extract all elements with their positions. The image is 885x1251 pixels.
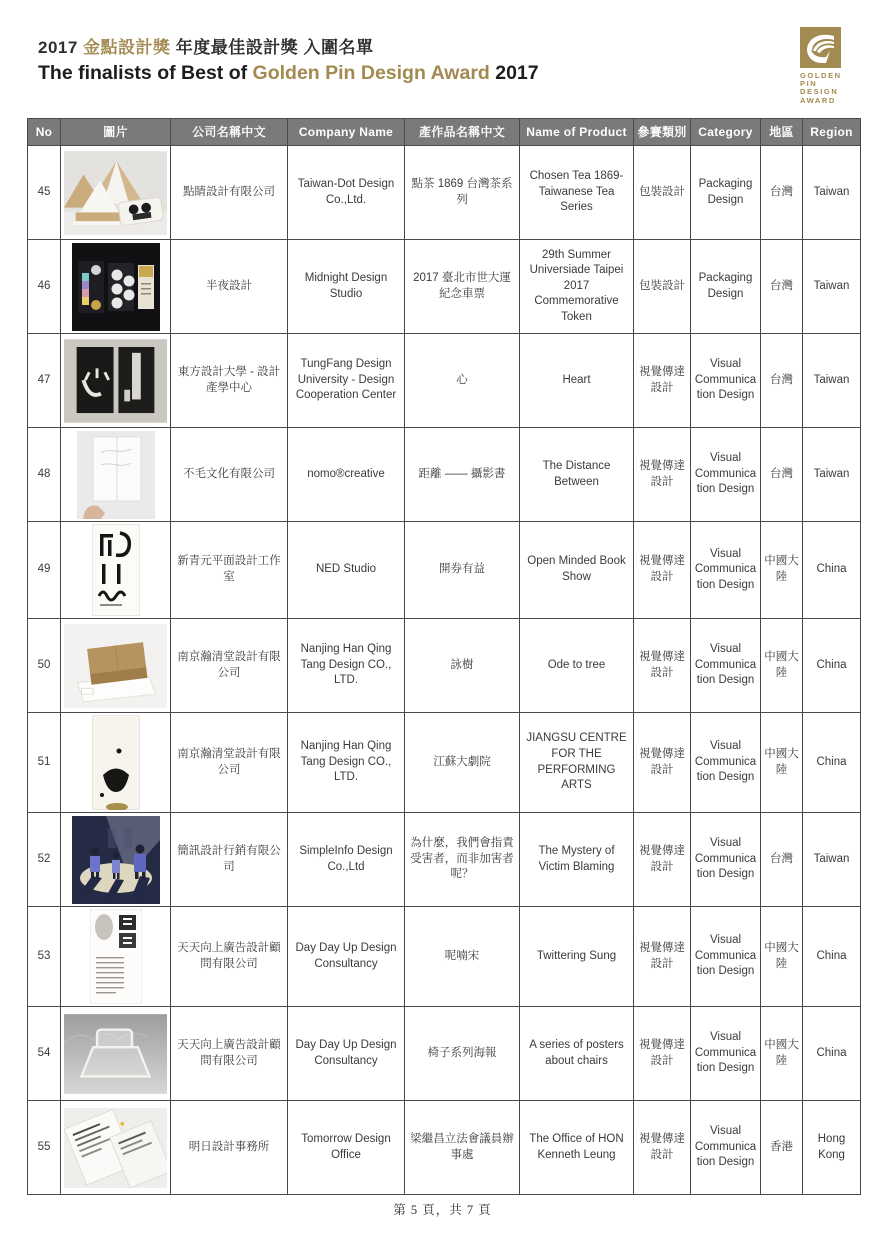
cell-no: 54 xyxy=(28,1007,61,1101)
header-region-zh: 地區 xyxy=(761,119,803,146)
victim-blaming-illustration xyxy=(72,816,160,904)
cell-category-en: Visual Communication Design xyxy=(691,907,761,1007)
jiangsu-theatre-poster xyxy=(92,715,140,810)
cell-company-zh: 東方設計大學 - 設計產學中心 xyxy=(171,334,288,428)
logo-line-award: AWARD xyxy=(800,95,836,105)
cell-region-zh: 中國大陸 xyxy=(761,619,803,713)
cell-region-zh: 中國大陸 xyxy=(761,713,803,813)
cell-company-en: NED Studio xyxy=(288,522,405,619)
cell-company-en: SimpleInfo Design Co.,Ltd xyxy=(288,813,405,907)
cell-company-zh: 天天向上廣告設計顧問有限公司 xyxy=(171,1007,288,1101)
cell-product-en: The Office of HON Kenneth Leung xyxy=(520,1101,634,1195)
cell-region-zh: 台灣 xyxy=(761,334,803,428)
cell-category-zh: 視覺傳達設計 xyxy=(634,907,691,1007)
cell-category-en: Visual Communication Design xyxy=(691,334,761,428)
cell-no: 46 xyxy=(28,240,61,334)
cell-no: 50 xyxy=(28,619,61,713)
title-en-suffix: 2017 xyxy=(489,62,539,84)
cell-image xyxy=(61,1101,171,1195)
table-row xyxy=(28,1101,861,1195)
cell-company-en: Nanjing Han Qing Tang Design CO., LTD. xyxy=(288,713,405,813)
cell-region-zh: 台灣 xyxy=(761,146,803,240)
cell-product-en: Twittering Sung xyxy=(520,907,634,1007)
table-row xyxy=(28,1007,861,1101)
cell-image xyxy=(61,146,171,240)
cell-product-zh: 椅子系列海報 xyxy=(405,1007,520,1101)
cell-region-en: Taiwan xyxy=(803,146,861,240)
cell-region-en: Taiwan xyxy=(803,813,861,907)
cell-product-zh: 江蘇大劇院 xyxy=(405,713,520,813)
cell-region-zh: 中國大陸 xyxy=(761,1007,803,1101)
cell-image xyxy=(61,713,171,813)
cell-no: 51 xyxy=(28,713,61,813)
header-region-en: Region xyxy=(803,119,861,146)
logo-line-golden: GOLDEN xyxy=(800,71,842,80)
cell-company-en: Tomorrow Design Office xyxy=(288,1101,405,1195)
cell-company-zh: 半夜設計 xyxy=(171,240,288,334)
title-zh-gold: 金點設計獎 xyxy=(83,38,171,57)
cell-company-zh: 天天向上廣告設計顧問有限公司 xyxy=(171,907,288,1007)
cell-product-zh: 呢喃宋 xyxy=(405,907,520,1007)
cell-product-zh: 2017 臺北市世大運紀念車票 xyxy=(405,240,520,334)
cell-region-zh: 中國大陸 xyxy=(761,522,803,619)
cell-no: 49 xyxy=(28,522,61,619)
header-category-zh: 參賽類別 xyxy=(634,119,691,146)
cell-category-zh: 視覺傳達設計 xyxy=(634,813,691,907)
cell-category-en: Visual Communication Design xyxy=(691,1101,761,1195)
cell-category-en: Visual Communication Design xyxy=(691,522,761,619)
chair-posters-photo xyxy=(64,1013,167,1095)
cell-product-zh: 距離 —— 攝影書 xyxy=(405,428,520,522)
table-row xyxy=(28,522,861,619)
table-row xyxy=(28,240,861,334)
cell-image xyxy=(61,907,171,1007)
cell-no: 52 xyxy=(28,813,61,907)
cell-image xyxy=(61,334,171,428)
cell-product-zh: 為什麼，我們會指責受害者，而非加害者呢？ xyxy=(405,813,520,907)
header-no: No xyxy=(28,119,61,146)
golden-pin-logo-icon xyxy=(800,27,841,68)
cell-no: 55 xyxy=(28,1101,61,1195)
table-row xyxy=(28,813,861,907)
cell-category-zh: 視覺傳達設計 xyxy=(634,334,691,428)
office-stationery-photo xyxy=(64,1107,167,1189)
table-row xyxy=(28,619,861,713)
cell-company-zh: 不毛文化有限公司 xyxy=(171,428,288,522)
cell-category-zh: 視覺傳達設計 xyxy=(634,522,691,619)
cell-region-zh: 中國大陸 xyxy=(761,907,803,1007)
title-zh-prefix: 2017 xyxy=(38,38,84,57)
header-company-zh: 公司名稱中文 xyxy=(171,119,288,146)
header-company-en: Company Name xyxy=(288,119,405,146)
cell-category-zh: 包裝設計 xyxy=(634,146,691,240)
cell-product-en: Chosen Tea 1869-Taiwanese Tea Series xyxy=(520,146,634,240)
cell-product-en: 29th Summer Universiade Taipei 2017 Commemorative Token xyxy=(520,240,634,334)
cell-region-zh: 台灣 xyxy=(761,813,803,907)
heart-calligraphy-photo xyxy=(64,338,167,424)
cell-region-en: Taiwan xyxy=(803,240,861,334)
ode-to-tree-photo xyxy=(64,623,167,709)
table-row xyxy=(28,713,861,813)
table-header-row xyxy=(28,119,861,146)
cell-product-zh: 心 xyxy=(405,334,520,428)
cell-product-zh: 開券有益 xyxy=(405,522,520,619)
title-en-gold: Golden Pin Design Award xyxy=(252,62,490,84)
cell-image xyxy=(61,428,171,522)
table-row xyxy=(28,146,861,240)
cell-product-zh: 詠樹 xyxy=(405,619,520,713)
cell-region-en: China xyxy=(803,713,861,813)
table-row xyxy=(28,334,861,428)
cell-region-zh: 台灣 xyxy=(761,428,803,522)
header-product-en: Name of Product xyxy=(520,119,634,146)
cell-category-en: Visual Communication Design xyxy=(691,713,761,813)
header-category-en: Category xyxy=(691,119,761,146)
cell-region-en: Taiwan xyxy=(803,428,861,522)
cell-region-en: China xyxy=(803,907,861,1007)
cell-no: 47 xyxy=(28,334,61,428)
cell-product-en: Ode to tree xyxy=(520,619,634,713)
book-show-poster xyxy=(92,524,140,616)
cell-category-zh: 視覺傳達設計 xyxy=(634,619,691,713)
header-product-zh: 產作品名稱中文 xyxy=(405,119,520,146)
cell-product-en: Heart xyxy=(520,334,634,428)
photo-book-photo xyxy=(77,431,155,519)
cell-category-zh: 視覺傳達設計 xyxy=(634,428,691,522)
cell-image xyxy=(61,522,171,619)
golden-pin-logo xyxy=(800,27,862,105)
cell-company-en: TungFang Design University - Design Cooperation Center xyxy=(288,334,405,428)
cell-region-en: China xyxy=(803,522,861,619)
header-image: 圖片 xyxy=(61,119,171,146)
cell-region-en: Hong Kong xyxy=(803,1101,861,1195)
cell-product-en: The Mystery of Victim Blaming xyxy=(520,813,634,907)
cell-company-en: Day Day Up Design Consultancy xyxy=(288,1007,405,1101)
finalists-table xyxy=(27,118,861,1195)
title-zh-suffix: 年度最佳設計獎 入圍名單 xyxy=(170,38,374,57)
cell-company-zh: 明日設計事務所 xyxy=(171,1101,288,1195)
cell-image xyxy=(61,240,171,334)
commemorative-token-photo xyxy=(72,243,160,331)
title-chinese xyxy=(38,33,539,58)
cell-category-zh: 視覺傳達設計 xyxy=(634,1007,691,1101)
cell-region-en: China xyxy=(803,1007,861,1101)
cell-category-en: Visual Communication Design xyxy=(691,619,761,713)
page-number: 第 5 頁，共 7 頁 xyxy=(393,1203,492,1217)
cell-no: 48 xyxy=(28,428,61,522)
logo-wordmark xyxy=(800,72,862,105)
cell-product-en: Open Minded Book Show xyxy=(520,522,634,619)
cell-company-zh: 點睛設計有限公司 xyxy=(171,146,288,240)
cell-image xyxy=(61,1007,171,1101)
cell-no: 53 xyxy=(28,907,61,1007)
cell-company-en: Nanjing Han Qing Tang Design CO., LTD. xyxy=(288,619,405,713)
title-english xyxy=(38,62,539,85)
page-title xyxy=(38,33,539,85)
cell-company-zh: 南京瀚清堂設計有限公司 xyxy=(171,713,288,813)
cell-category-zh: 視覺傳達設計 xyxy=(634,713,691,813)
cell-category-en: Visual Communication Design xyxy=(691,428,761,522)
twittering-sung-poster xyxy=(90,909,142,1004)
cell-region-zh: 台灣 xyxy=(761,240,803,334)
cell-category-zh: 視覺傳達設計 xyxy=(634,1101,691,1195)
cell-image xyxy=(61,813,171,907)
cell-category-en: Visual Communication Design xyxy=(691,1007,761,1101)
cell-product-en: The Distance Between xyxy=(520,428,634,522)
cell-product-en: A series of posters about chairs xyxy=(520,1007,634,1101)
cell-category-zh: 包裝設計 xyxy=(634,240,691,334)
logo-line-design: DESIGN xyxy=(800,87,839,97)
title-en-prefix: The finalists of Best of xyxy=(38,62,253,84)
cell-category-en: Packaging Design xyxy=(691,240,761,334)
cell-company-en: nomo®creative xyxy=(288,428,405,522)
cell-product-zh: 梁繼昌立法會議員辦事處 xyxy=(405,1101,520,1195)
cell-image xyxy=(61,619,171,713)
cell-no: 45 xyxy=(28,146,61,240)
cell-company-zh: 簡訊設計行銷有限公司 xyxy=(171,813,288,907)
cell-company-zh: 南京瀚清堂設計有限公司 xyxy=(171,619,288,713)
cell-region-en: Taiwan xyxy=(803,334,861,428)
cell-company-en: Taiwan-Dot Design Co.,Ltd. xyxy=(288,146,405,240)
cell-category-en: Visual Communication Design xyxy=(691,813,761,907)
cell-company-en: Day Day Up Design Consultancy xyxy=(288,907,405,1007)
table-row xyxy=(28,907,861,1007)
cell-region-en: China xyxy=(803,619,861,713)
logo-line-pin: PIN xyxy=(800,79,818,89)
tea-packaging-photo xyxy=(64,150,167,236)
cell-product-en: JIANGSU CENTRE FOR THE PERFORMING ARTS xyxy=(520,713,634,813)
cell-region-zh: 香港 xyxy=(761,1101,803,1195)
cell-category-en: Packaging Design xyxy=(691,146,761,240)
cell-company-zh: 新青元平面設計工作室 xyxy=(171,522,288,619)
table-row xyxy=(28,428,861,522)
cell-company-en: Midnight Design Studio xyxy=(288,240,405,334)
cell-product-zh: 點茶 1869 台灣茶系列 xyxy=(405,146,520,240)
